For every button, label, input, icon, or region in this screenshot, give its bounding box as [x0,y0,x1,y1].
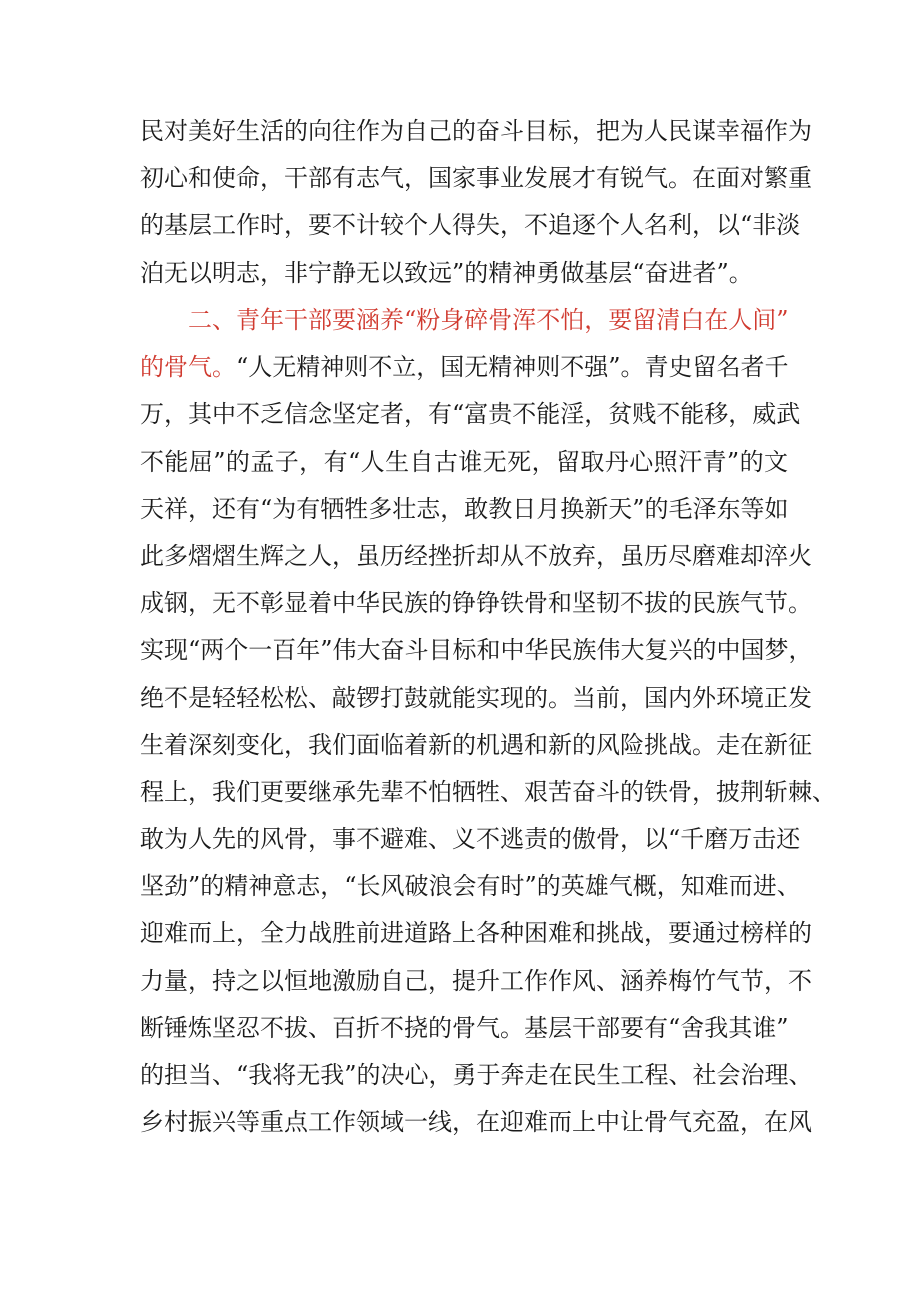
section-heading-line: 二、青年干部要涵养“粉身碎骨浑不怕，要留清白在人间” [188,306,789,334]
text-line: 天祥，还有“为有牺牲多壮志，敢教日月换新天”的毛泽东等如 [140,494,789,523]
text-line: 泊无以明志，非宁静无以致远”的精神勇做基层“奋进者”。 [140,258,753,287]
section-heading-end: 的骨气。 [140,353,236,382]
text-line: 程上，我们更要继承先辈不怕牺牲、艰苦奋斗的铁骨，披荆斩棘、 [140,777,836,806]
text-line: 初心和使命，干部有志气，国家事业发展才有锐气。在面对繁重 [140,164,812,193]
text-line: 成钢，无不彰显着中华民族的铮铮铁骨和坚韧不拔的民族气节。 [140,589,812,618]
text-line: 断锤炼坚忍不拔、百折不挠的骨气。基层干部要有“舍我其谁” [140,1013,789,1042]
text-line: 实现“两个一百年”伟大奋斗目标和中华民族伟大复兴的中国梦， [140,636,813,665]
text-line: 的担当、“我将无我”的决心，勇于奔走在民生工程、社会治理、 [140,1061,813,1089]
text-line: 民对美好生活的向往作为自己的奋斗目标，把为人民谋幸福作为 [140,117,812,145]
text-line: 乡村振兴等重点工作领域一线，在迎难而上中让骨气充盈，在风 [140,1108,812,1137]
paragraph-section-two [140,297,836,1146]
text-line: 敢为人先的风骨，事不避难、义不逃责的傲骨，以“千磨万击还 [140,825,801,854]
text-line [140,344,788,391]
text-line: 的基层工作时，要不计较个人得失，不追逐个人名利，以“非淡 [140,211,801,240]
text-segment: “人无精神则不立，国无精神则不强”。青史留名者千 [236,353,789,382]
text-line: 此多熠熠生辉之人，虽历经挫折却从不放弃，虽历尽磨难却淬火 [140,541,812,570]
paragraph-continuation [140,108,812,297]
text-line: 迎难而上，全力战胜前进道路上各种困难和挑战，要通过榜样的 [140,919,812,948]
text-line: 坚劲”的精神意志，“长风破浪会有时”的英雄气概，知难而进、 [140,872,801,901]
text-line: 万，其中不乏信念坚定者，有“富贵不能淫，贫贱不能移，威武 [140,400,801,429]
text-line: 绝不是轻轻松松、敲锣打鼓就能实现的。当前，国内外环境正发 [140,683,812,712]
text-line: 力量，持之以恒地激励自己，提升工作作风、涵养梅竹气节，不 [140,966,812,995]
text-line: 不能屈”的孟子，有“人生自古谁无死，留取丹心照汗青”的文 [140,447,788,476]
text-line: 生着深刻变化，我们面临着新的机遇和新的风险挑战。走在新征 [140,730,812,759]
